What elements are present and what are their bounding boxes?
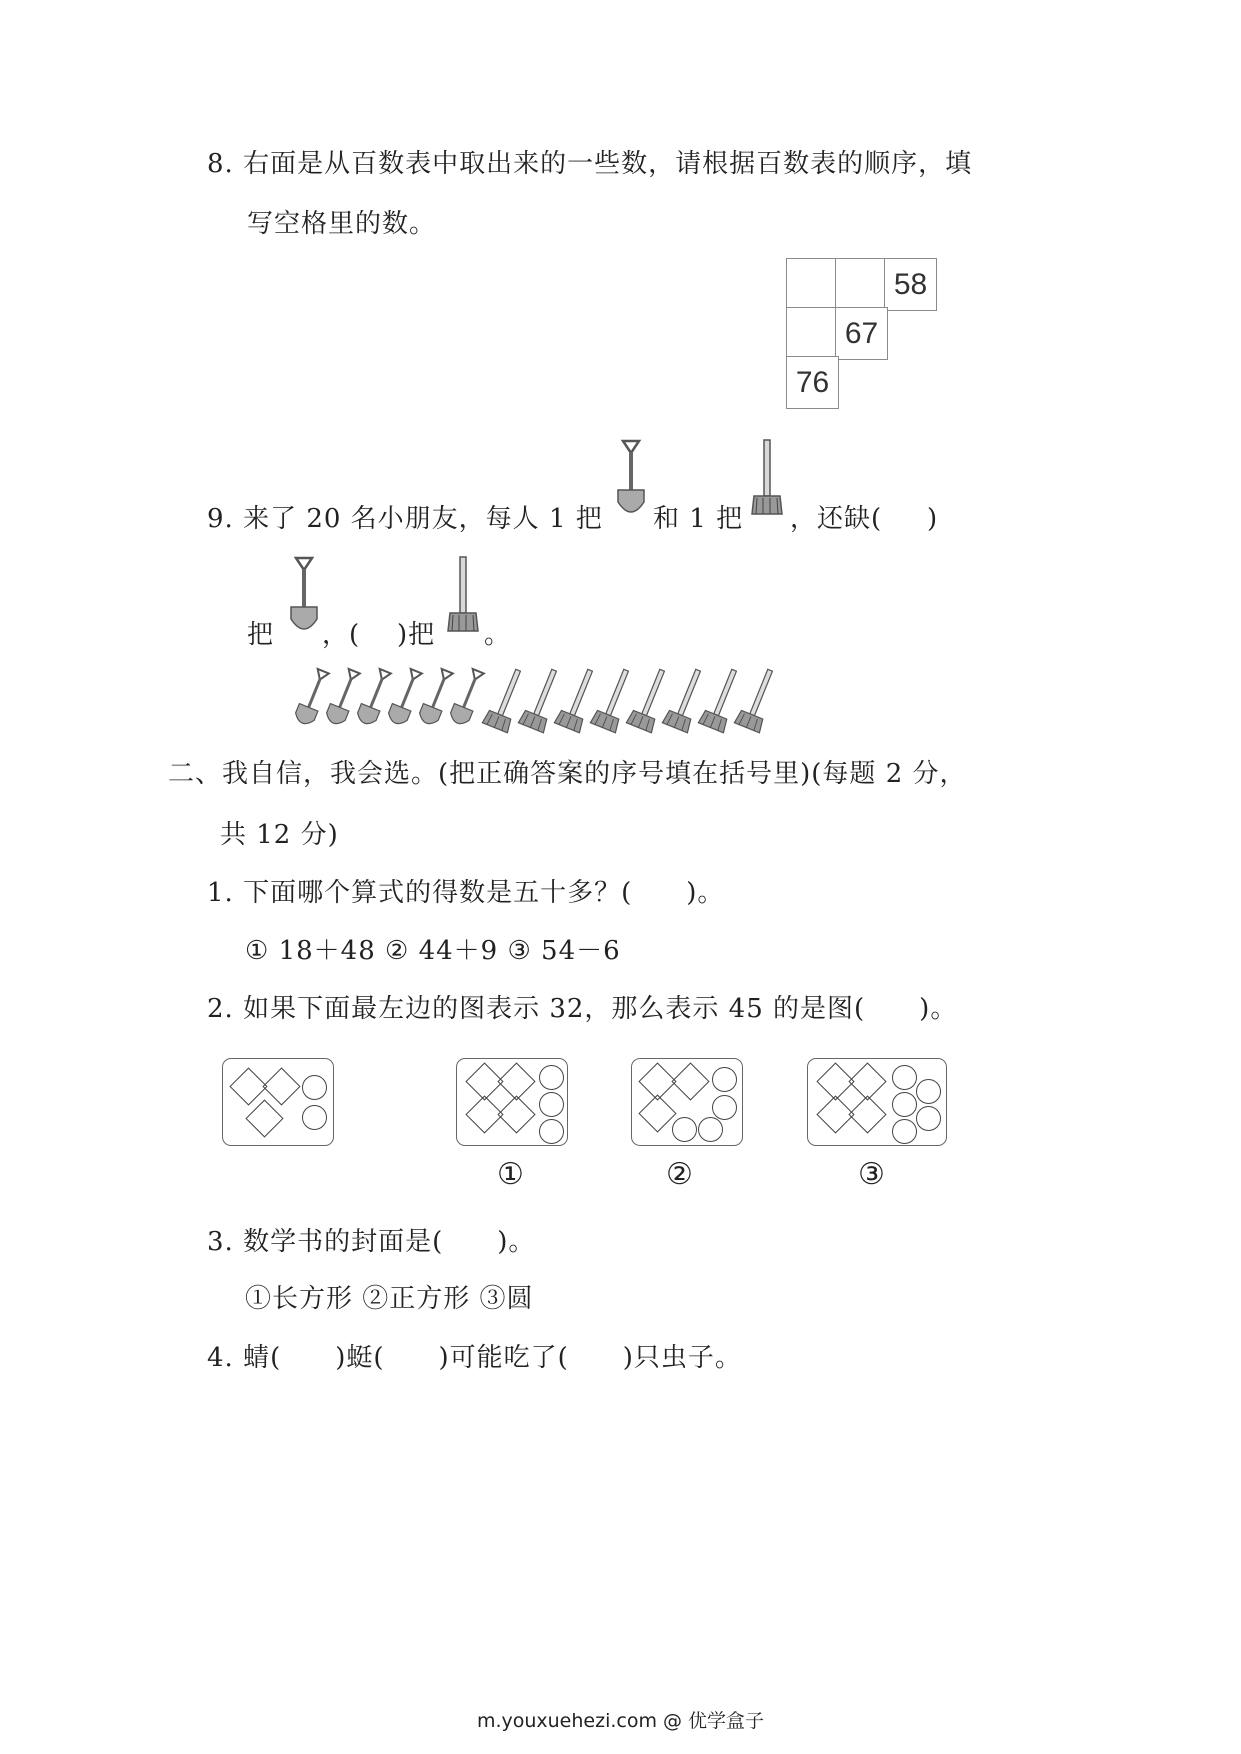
q9-part5: 把 bbox=[247, 620, 275, 650]
option-label-1: ① bbox=[497, 1157, 524, 1192]
option-figure-1 bbox=[456, 1058, 568, 1146]
circle-shape bbox=[302, 1075, 327, 1100]
footer-watermark: m.youxuehezi.com @ 优学盒子 bbox=[476, 1710, 765, 1732]
grid-cell-blank bbox=[786, 307, 839, 360]
grid-cell-blank bbox=[835, 258, 888, 311]
s2q3-question: 3. 数学书的封面是( )。 bbox=[207, 1227, 536, 1257]
q9-part1: 9. 来了 20 名小朋友，每人 1 把 bbox=[207, 504, 603, 534]
grid-cell-67: 67 bbox=[835, 307, 888, 360]
circle-shape bbox=[712, 1067, 737, 1092]
option-label-3: ③ bbox=[858, 1157, 885, 1192]
diamond-shape bbox=[245, 1099, 283, 1137]
shovel-icon bbox=[288, 555, 320, 635]
diamond-shape bbox=[638, 1094, 676, 1132]
broom-icon bbox=[750, 438, 784, 518]
grid-cell-76: 76 bbox=[786, 356, 839, 409]
shovel-icon bbox=[615, 438, 647, 518]
circle-shape bbox=[698, 1117, 723, 1142]
s2q3-options: ①长方形 ②正方形 ③圆 bbox=[245, 1284, 534, 1314]
grid-cell-58: 58 bbox=[884, 258, 937, 311]
s2q1-options: ① 18＋48 ② 44＋9 ③ 54－6 bbox=[245, 936, 621, 966]
s2q2-question: 2. 如果下面最左边的图表示 32，那么表示 45 的是图( )。 bbox=[207, 994, 958, 1024]
tool-row bbox=[300, 660, 820, 740]
circle-shape bbox=[712, 1095, 737, 1120]
grid-cell-blank bbox=[786, 258, 839, 311]
circle-shape bbox=[892, 1065, 917, 1090]
section2-heading-line1: 二、我自信，我会选。(把正确答案的序号填在括号里)(每题 2 分， bbox=[168, 759, 967, 789]
s2q4-question: 4. 蜻( )蜓( )可能吃了( )只虫子。 bbox=[207, 1343, 742, 1373]
q8-line2: 写空格里的数。 bbox=[247, 209, 437, 239]
q9-part4: ) bbox=[927, 504, 939, 534]
broom-icon bbox=[446, 555, 480, 635]
circle-shape bbox=[302, 1105, 327, 1130]
q9-part2: 和 1 把 bbox=[653, 504, 744, 534]
q9-part3: ，还缺( bbox=[790, 504, 883, 534]
q9-part8: 。 bbox=[484, 620, 512, 650]
reference-figure bbox=[222, 1058, 334, 1146]
q8-line1: 8. 右面是从百数表中取出来的一些数，请根据百数表的顺序，填 bbox=[207, 149, 973, 179]
circle-shape bbox=[916, 1106, 941, 1131]
circle-shape bbox=[672, 1117, 697, 1142]
circle-shape bbox=[916, 1079, 941, 1104]
circle-shape bbox=[892, 1119, 917, 1144]
diamond-shape bbox=[848, 1095, 886, 1133]
option-figure-3 bbox=[807, 1058, 947, 1146]
s2q1-question: 1. 下面哪个算式的得数是五十多？( )。 bbox=[207, 878, 725, 908]
circle-shape bbox=[539, 1092, 564, 1117]
q9-part6: ，( bbox=[322, 620, 361, 650]
circle-shape bbox=[539, 1065, 564, 1090]
diamond-shape bbox=[497, 1095, 535, 1133]
circle-shape bbox=[892, 1092, 917, 1117]
option-label-2: ② bbox=[666, 1157, 693, 1192]
section2-heading-line2: 共 12 分) bbox=[220, 820, 339, 850]
circle-shape bbox=[539, 1119, 564, 1144]
diamond-shape bbox=[671, 1062, 709, 1100]
diamond-shape bbox=[262, 1067, 300, 1105]
option-figure-2 bbox=[631, 1058, 743, 1146]
q9-part7: )把 bbox=[397, 620, 436, 650]
